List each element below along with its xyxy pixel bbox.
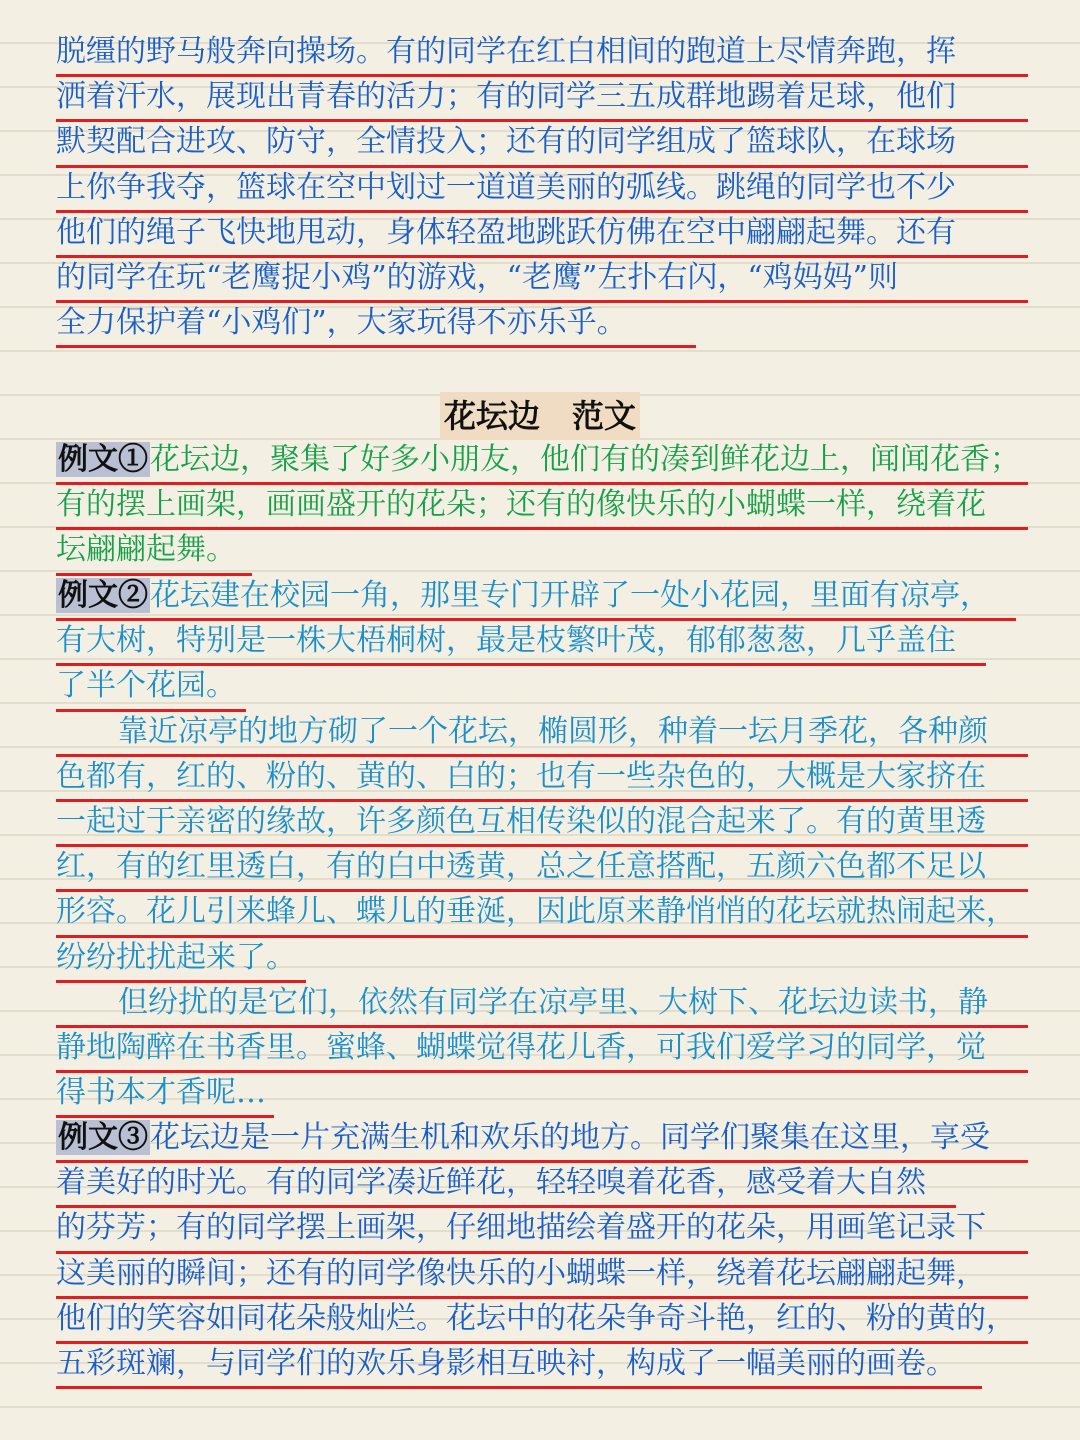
example-1-label: 例文①: [58, 442, 148, 477]
text-line: 形容。花儿引来蜂儿、蝶儿的垂涎，因此原来静悄悄的花坛就热闹起来，: [56, 892, 1028, 937]
example-3-text: 花坛边是一片充满生机和欢乐的地方。同学们聚集在这里，享受: [150, 1120, 990, 1155]
text-line: 上你争我夺，篮球在空中划过一道道美丽的弧线。跳绳的同学也不少: [56, 168, 1028, 213]
text-line: 他们的笑容如同花朵般灿烂。花坛中的花朵争奇斗艳，红的、粉的黄的，: [56, 1299, 1028, 1344]
intro-paragraph: [56, 32, 1028, 348]
text-line: 一起过于亲密的缘故，许多颜色互相传染似的混合起来了。有的黄里透: [56, 802, 1028, 847]
text-line: 洒着汗水，展现出青春的活力；有的同学三五成群地踢着足球，他们: [56, 77, 1028, 122]
text-line: [56, 576, 1016, 621]
text-line: 的芬芳；有的同学摆上画架，仔细地描绘着盛开的花朵，用画笔记录下: [56, 1208, 1028, 1253]
example-2-text: 花坛建在校园一角，那里专门开辟了一处小花园，里面有凉亭，: [150, 578, 990, 613]
example-1-text: 花坛边，聚集了好多小朋友，他们有的凑到鲜花边上，闻闻花香；: [150, 442, 1020, 477]
text-line: 有的摆上画架，画画盛开的花朵；还有的像快乐的小蝴蝶一样，绕着花: [56, 485, 1028, 530]
text-line: 纷纷扰扰起来了。: [56, 938, 306, 983]
text-line: [56, 1118, 1028, 1163]
example-2-label: 例文②: [58, 578, 148, 613]
example-2-paragraph: [56, 576, 1028, 1118]
text-line: 色都有，红的、粉的、黄的、白的；也有一些杂色的，大概是大家挤在: [56, 757, 1028, 802]
text-line: 脱缰的野马般奔向操场。有的同学在红白相间的跑道上尽情奔跑，挥: [56, 32, 1028, 77]
text-line: 坛翩翩起舞。: [56, 530, 252, 575]
text-line: 有大树，特别是一株大梧桐树，最是枝繁叶茂，郁郁葱葱，几乎盖住: [56, 621, 986, 666]
text-line: 他们的绳子飞快地甩动，身体轻盈地跳跃仿佛在空中翩翩起舞。还有: [56, 213, 1028, 258]
example-1-paragraph: [56, 440, 1028, 576]
example-3-label: 例文③: [58, 1120, 148, 1155]
text-line: 了半个花园。: [56, 666, 246, 711]
text-line: [56, 440, 1028, 485]
text-line: 得书本才香呢…: [56, 1073, 274, 1118]
text-line: 默契配合进攻、防守，全情投入；还有的同学组成了篮球队，在球场: [56, 122, 1028, 167]
text-line: 红，有的红里透白，有的白中透黄，总之任意搭配，五颜六色都不足以: [56, 847, 1028, 892]
text-line: 靠近凉亭的地方砌了一个花坛，椭圆形，种着一坛月季花，各种颜: [56, 712, 1028, 757]
example-3-paragraph: [56, 1118, 1028, 1389]
text-line: 的同学在玩“老鹰捉小鸡”的游戏，“老鹰”左扑右闪，“鸡妈妈”则: [56, 258, 1028, 303]
text-line: 这美丽的瞬间；还有的同学像快乐的小蝴蝶一样，绕着花坛翩翩起舞，: [56, 1254, 1028, 1299]
text-line: 但纷扰的是它们，依然有同学在凉亭里、大树下、花坛边读书，静: [56, 983, 1028, 1028]
text-line: 五彩斑斓，与同学们的欢乐身影相互映衬，构成了一幅美丽的画卷。: [56, 1344, 982, 1389]
text-line: 全力保护着“小鸡们”，大家玩得不亦乐乎。: [56, 303, 696, 348]
section-heading: 花坛边 范文: [440, 392, 640, 440]
text-line: 着美好的时光。有的同学凑近鲜花，轻轻嗅着花香，感受着大自然: [56, 1163, 956, 1208]
text-line: 静地陶醉在书香里。蜜蜂、蝴蝶觉得花儿香，可我们爱学习的同学，觉: [56, 1028, 1028, 1073]
